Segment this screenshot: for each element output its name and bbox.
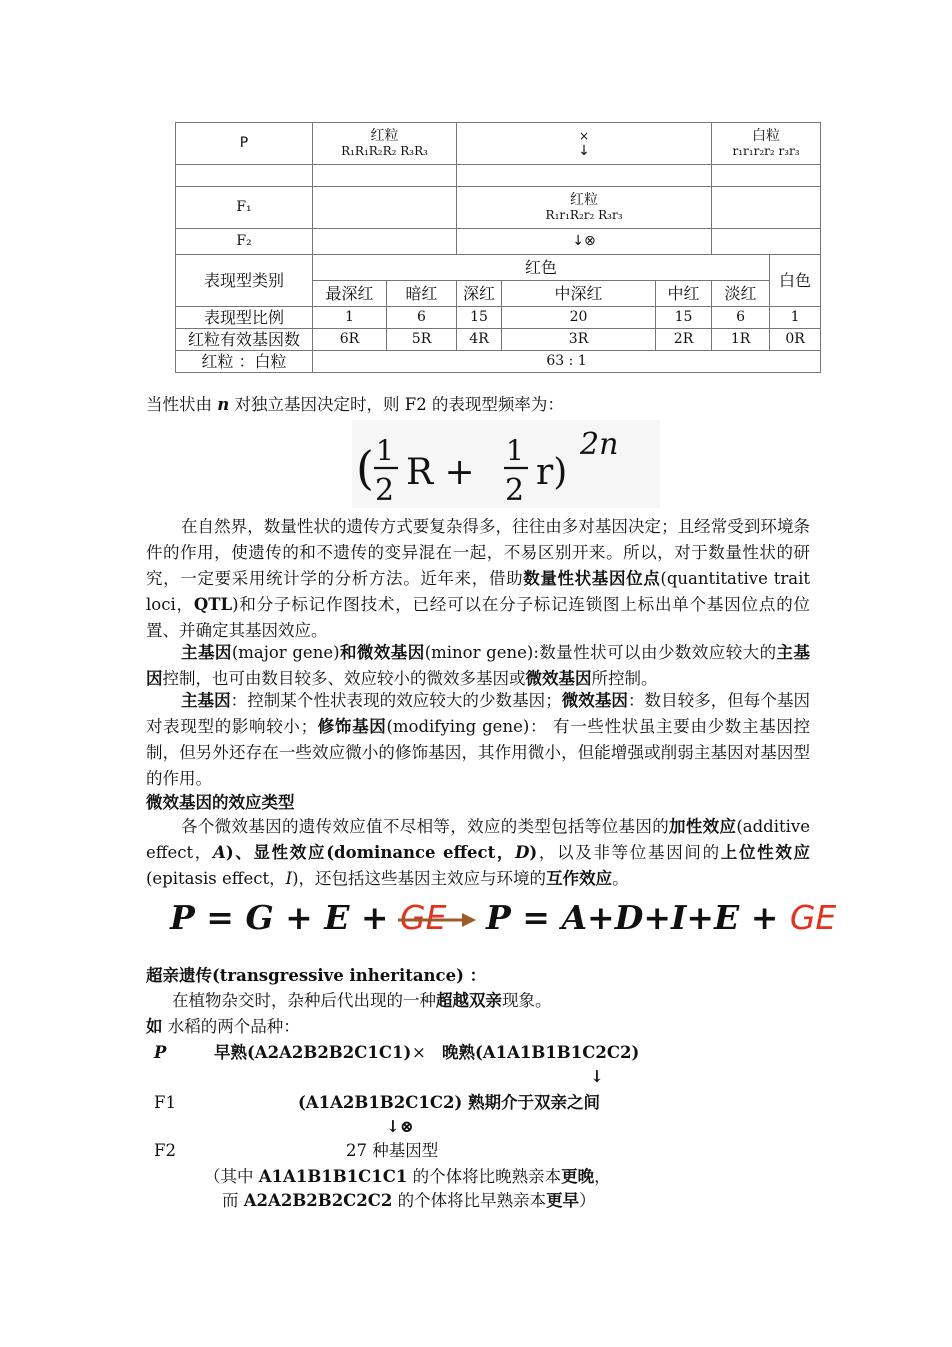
ratio-cell: 1 (313, 307, 387, 329)
bold-term: A2A2B2B2C2C2 (243, 1191, 393, 1210)
note-line-1 (204, 1164, 611, 1190)
f1-cell (457, 187, 712, 229)
binomial-formula-svg (352, 420, 660, 508)
section-heading: 微效基因的效应类型 (146, 793, 295, 812)
paragraph-gene-definitions (146, 688, 810, 792)
gene-cell: 1R (712, 329, 770, 351)
text-run: (modifying gene)： 有一些性状虽主要由少数主基因控制，但另外还存在一些效应微小的修饰基因，其作用微小，但能增强或削弱主基因对基因型的作用。 (146, 717, 810, 788)
text-run: 水稻的两个品种： (162, 1017, 300, 1036)
text-run: ） (579, 1191, 596, 1210)
gene-cell: 4R (457, 329, 502, 351)
bold-term: 主基因 (146, 643, 810, 688)
f2-label: F2 (154, 1141, 176, 1160)
p-label: P (176, 123, 313, 165)
svg-text:1: 1 (506, 434, 524, 467)
empty-cell (712, 229, 821, 255)
paragraph-effect-types (146, 814, 810, 892)
gene-cell: 3R (502, 329, 656, 351)
text-run: ：控制某个性状表现的效应较大的少数基因； (230, 691, 562, 710)
white-color-header: 白色 (770, 255, 821, 307)
text-run: )和分子标记作图技术，已经可以在分子标记连锁图上标出单个基因位点的位置、并确定其基因效应。 (146, 595, 811, 640)
gene-cell: 5R (387, 329, 457, 351)
text-run: 在植物杂交时，杂种后代出现的一种 (172, 991, 436, 1010)
ratio-cell: 20 (502, 307, 656, 329)
bold-term: 数量性状基因位点 (523, 569, 661, 588)
bold-term: 更晚 (561, 1167, 595, 1186)
text-run: (minor gene):数量性状可以由少数效应较大的 (424, 643, 777, 662)
empty-cell (176, 165, 313, 187)
gene-cell: 2R (656, 329, 712, 351)
note-line-2 (222, 1188, 596, 1214)
bold-term: 主基因 (181, 691, 231, 710)
f1-description: 熟期介于双亲之间 (468, 1093, 600, 1112)
text-run: 的个体将比早熟亲本 (392, 1191, 547, 1210)
early-parent: 早熟(A2A2B2B2C1C1) (214, 1043, 412, 1062)
right-arrow-icon (398, 908, 478, 932)
bold-term: 主基因 (181, 643, 232, 662)
svg-text:2n: 2n (580, 427, 619, 462)
bold-term: 更早 (546, 1191, 580, 1210)
svg-text:(: ( (356, 441, 374, 495)
italic-symbol: A (213, 843, 226, 862)
red-color-header: 红色 (313, 255, 770, 281)
text-run: （其中 (204, 1167, 259, 1186)
p-red-genotype: R₁R₁R₂R₂ R₃R₃ (341, 143, 428, 158)
bold-term: 上位性效应 (720, 843, 811, 862)
selfing-arrow-icon: ↓⊗ (457, 229, 712, 255)
ratio-cell: 1 (770, 307, 821, 329)
class-cell: 淡红 (712, 281, 770, 307)
f2-genotype-count: 27 种基因型 (346, 1141, 439, 1160)
formula-text: P = A+D+I+E + (486, 898, 790, 937)
text-run: )，还包括这些基因主效应与环境的 (292, 869, 547, 888)
class-cell: 暗红 (387, 281, 457, 307)
p-white-parent (712, 123, 821, 165)
f1-name: 红粒 (570, 191, 599, 208)
text-run: ：数目较多，但每个基因对表现型的影响较小； (146, 691, 811, 736)
bold-term: 微效基因 (561, 691, 628, 710)
red-white-value: 63 : 1 (313, 351, 821, 373)
ratio-cell: 15 (656, 307, 712, 329)
svg-text:2: 2 (375, 473, 395, 508)
text-run: ，以及非等位基因间的 (537, 843, 721, 862)
bold-term: 超越双亲 (436, 991, 502, 1010)
p-white-name: 白粒 (752, 127, 781, 144)
class-cell: 中红 (656, 281, 712, 307)
formula-text: P = G + E + (170, 898, 401, 937)
svg-text:R +: R + (406, 452, 475, 493)
paragraph-qtl (146, 514, 810, 644)
text-run: 现象。 (502, 991, 552, 1010)
bold-term: 加性效应 (669, 817, 737, 836)
text-run: 控制，也可由数目较多、效应较小的微效多基因或 (162, 669, 526, 688)
f2-label: F₂ (176, 229, 313, 255)
text-run: ， (594, 1167, 611, 1186)
class-cell: 中深红 (502, 281, 656, 307)
formula-ge: GE (400, 898, 447, 937)
bold-term: 如 (146, 1017, 163, 1036)
f1-genotype: (A1A2B1B2C1C2) (298, 1093, 463, 1112)
text-run: (quantitative trait loci， (146, 569, 811, 614)
intro-sentence: 当性状由 n 对独立基因决定时，则 F2 的表现型频率为： (146, 395, 564, 414)
empty-cell (313, 187, 457, 229)
class-cell: 深红 (457, 281, 502, 307)
svg-text:r): r) (536, 452, 568, 493)
italic-symbol: I (285, 869, 293, 888)
bold-term: 显性效应 (253, 843, 327, 862)
formula-ge: GE (789, 898, 837, 937)
gene-cell: 0R (770, 329, 821, 351)
late-parent: 晚熟(A1A1B1B1C2C2) (442, 1043, 640, 1062)
text-run: )、 (225, 843, 254, 862)
binomial-formula-image (352, 420, 660, 508)
cross-p-label: P (154, 1043, 167, 1062)
svg-text:1: 1 (376, 434, 394, 467)
cross-symbol: × (579, 128, 590, 143)
text-run: 而 (222, 1191, 244, 1210)
f1-genotype: R₁r₁R₂r₂ R₃r₃ (545, 207, 623, 222)
bold-term: 微效基因 (525, 669, 592, 688)
p-red-parent (313, 123, 457, 165)
text-run: 所控制。 (591, 669, 658, 688)
text-run: 。 (612, 869, 629, 888)
bold-term: A1A1B1B1C1C1 (258, 1167, 408, 1186)
p-cross-cell (457, 123, 712, 165)
empty-cell (712, 165, 821, 187)
genetics-table (175, 122, 821, 373)
text-run: 在自然界，数量性状的遗传方式要复杂得多，往往由多对基因决定；且经常受到环境条件的作用，使遗传的和不遗传的变异混在一起，不易区别开来。所以，对于数量性状的研究，一定要采用统计学的分析方法。近年来，借助 (146, 517, 810, 588)
down-arrow-icon: ↓ (590, 1067, 604, 1086)
text-run: (dominance effect， (326, 843, 516, 862)
down-arrow-icon: ↓ (578, 142, 590, 159)
p-red-name: 红粒 (370, 127, 399, 144)
f1-label: F₁ (176, 187, 313, 229)
example-line (146, 1014, 810, 1040)
empty-cell (313, 229, 457, 255)
gene-cell: 6R (313, 329, 387, 351)
text-run: (major gene) (231, 643, 340, 662)
bold-term: 互作效应 (546, 869, 613, 888)
transgressive-heading: 超亲遗传(transgressive inheritance) ： (146, 966, 487, 985)
class-cell: 最深红 (313, 281, 387, 307)
text-run: (epitasis effect， (146, 869, 286, 888)
italic-symbol: D (515, 843, 530, 862)
text-run: 的个体将比晚熟亲本 (407, 1167, 562, 1186)
ratio-cell: 6 (387, 307, 457, 329)
red-white-label: 红粒 ：白粒 (176, 351, 313, 373)
transgressive-definition (146, 988, 810, 1014)
variance-formula-right (486, 898, 836, 937)
ratio-cell: 6 (712, 307, 770, 329)
text-run: 各个微效基因的遗传效应值不尽相等，效应的类型包括等位基因的 (181, 817, 670, 836)
empty-cell (313, 165, 457, 187)
svg-text:2: 2 (505, 473, 525, 508)
selfing-arrow-icon: ↓⊗ (386, 1117, 414, 1136)
f1-label: F1 (154, 1093, 176, 1112)
bold-term: 和微效基因 (339, 643, 425, 662)
phenotype-class-label: 表现型类别 (176, 255, 313, 307)
paragraph-major-minor (146, 640, 810, 692)
cross-symbol: × (412, 1043, 426, 1062)
text-run: (additive effect， (146, 817, 810, 862)
text-run: ) (529, 843, 538, 862)
gene-label: 红粒有效基因数 (176, 329, 313, 351)
empty-cell (457, 165, 712, 187)
bold-term: 修饰基因 (317, 717, 387, 736)
bold-term: QTL (193, 595, 233, 614)
p-white-genotype: r₁r₁r₂r₂ r₃r₃ (732, 143, 800, 158)
ratio-label: 表现型比例 (176, 307, 313, 329)
empty-cell (712, 187, 821, 229)
ratio-cell: 15 (457, 307, 502, 329)
